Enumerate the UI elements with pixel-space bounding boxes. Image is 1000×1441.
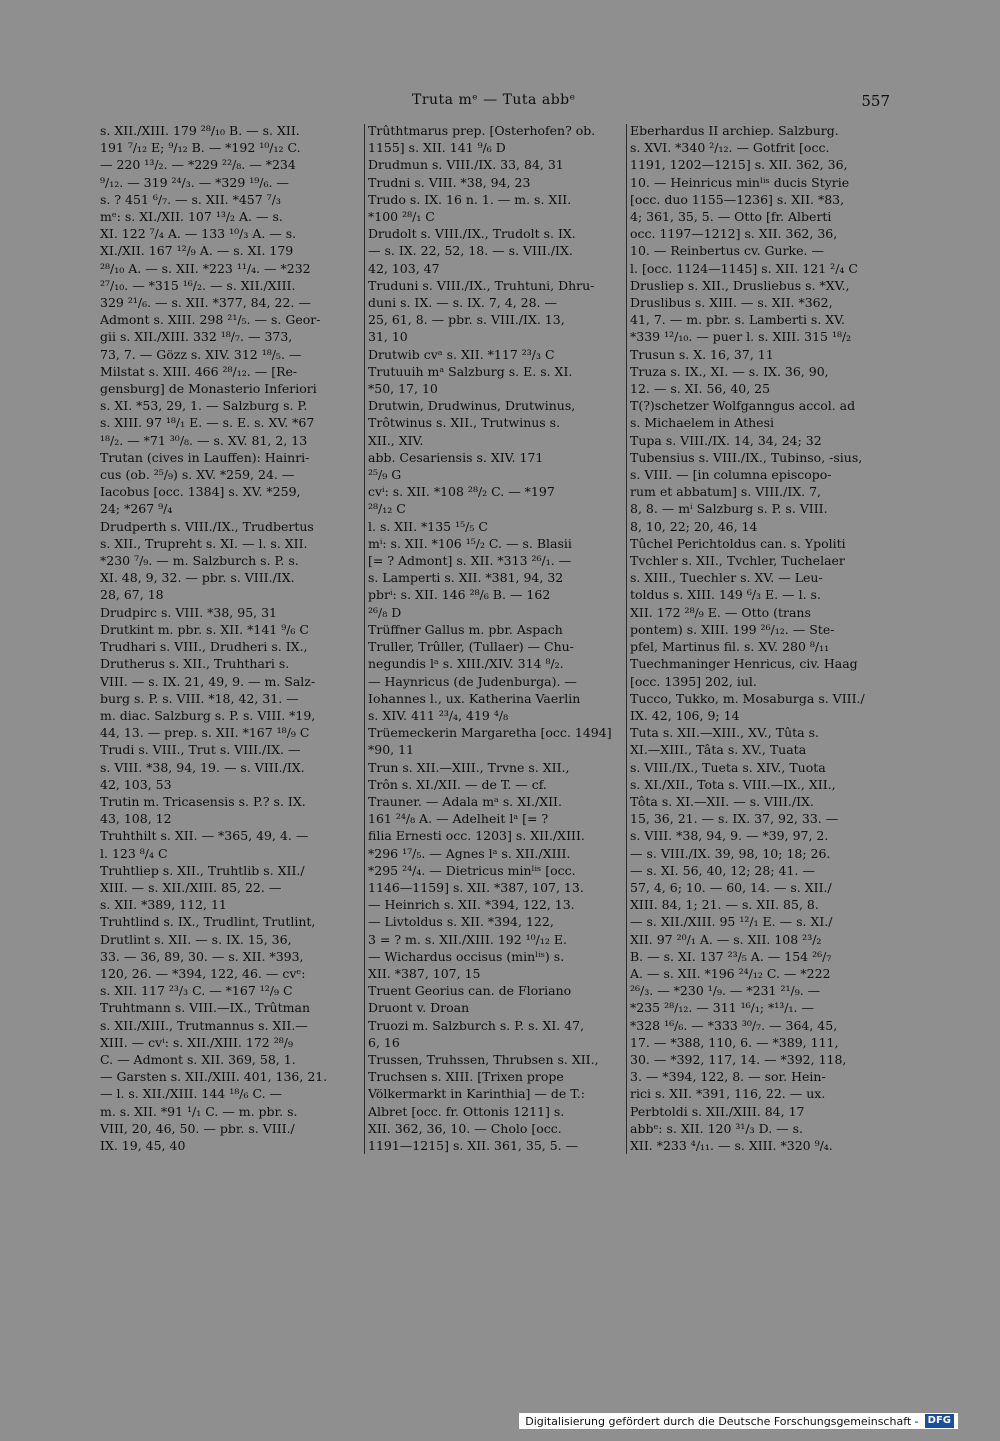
text-line: XIII. — s. XII./XIII. 85, 22. — — [100, 879, 282, 895]
text-line: 44, 13. — prep. s. XII. *167 ¹⁸/₉ C — [100, 725, 310, 741]
text-line: Trauner. — Adala mᵃ s. XI./XII. — [368, 793, 562, 809]
text-line: s. Lamperti s. XII. *381, 94, 32 — [368, 570, 564, 586]
text-line: Tvchler s. XII., Tvchler, Tuchelaer — [630, 553, 845, 569]
text-line: Truduni s. VIII./IX., Truhtuni, Dhru- — [368, 277, 595, 293]
text-line: s. Michaelem in Athesi — [630, 415, 774, 431]
text-line: abb. Cesariensis s. XIV. 171 — [368, 449, 544, 465]
text-line: Iohannes l., ux. Katherina Vaerlin — [368, 690, 581, 706]
text-line: XIII. 84, 1; 21. — s. XII. 85, 8. — [630, 897, 819, 913]
text-line: burg s. P. s. VIII. *18, 42, 31. — — [100, 690, 299, 706]
text-line: ¹⁸/₂. — *71 ³⁰/₈. — s. XV. 81, 2, 13 — [100, 432, 308, 448]
text-line: mᵉ: s. XI./XII. 107 ¹³/₂ A. — s. — [100, 209, 283, 225]
text-line: Tupa s. VIII./IX. 14, 34, 24; 32 — [630, 432, 822, 448]
text-line: Druont v. Droan — [368, 1000, 470, 1016]
text-line: Trudi s. VIII., Trut s. VIII./IX. — — [100, 742, 301, 758]
text-line: Trussen, Truhssen, Thrubsen s. XII., — [368, 1051, 599, 1067]
text-line: mⁱ: s. XII. *106 ¹⁵/₂ C. — s. Blasii — [368, 535, 572, 551]
text-line: Iacobus [occ. 1384] s. XV. *259, — [100, 484, 301, 500]
text-line: — s. IX. 22, 52, 18. — s. VIII./IX. — [368, 243, 573, 259]
text-line: Druslibus s. XIII. — s. XII. *362, — [630, 295, 833, 311]
text-line: s. VIII./IX., Tueta s. XIV., Tuota — [630, 759, 826, 775]
text-line: — s. VIII./IX. 39, 98, 10; 18; 26. — [630, 845, 831, 861]
text-line: 120, 26. — *394, 122, 46. — cvᵉ: — [100, 965, 306, 981]
text-line: ²⁸/₁₂ C — [368, 501, 406, 517]
text-line: s. XVI. *340 ²/₁₂. — Gotfrit [occ. — [630, 140, 830, 156]
text-line: 1191, 1202—1215] s. XII. 362, 36, — [630, 157, 848, 173]
text-line: [= ? Admont] s. XII. *313 ²⁶/₁. — — [368, 553, 572, 569]
text-line: 8, 10, 22; 20, 46, 14 — [630, 518, 758, 534]
text-line: 161 ²⁴/₈ A. — Adelheit lᵃ [= ? — [368, 811, 549, 827]
running-head: Truta mᵉ — Tuta abbᵉ — [412, 92, 576, 108]
text-line: Trutuuih mᵃ Salzburg s. E. s. XI. — [368, 363, 573, 379]
text-line: ²⁶/₃. — *230 ¹/₉. — *231 ²¹/₉. — — [630, 983, 821, 999]
text-line: 57, 4, 6; 10. — 60, 14. — s. XII./ — [630, 879, 832, 895]
text-line: XII. 97 ²⁰/₁ A. — s. XII. 108 ²³/₂ — [630, 931, 822, 947]
text-line: Völkermarkt in Karinthia] — de T.: — [368, 1086, 585, 1102]
text-line: *296 ¹⁷/₅. — Agnes lᵃ s. XII./XIII. — [368, 845, 571, 861]
text-line: Trûthtmarus prep. [Osterhofen? ob. — [368, 123, 596, 138]
text-line: Truhtlind s. IX., Trudlint, Trutlint, — [100, 914, 316, 930]
text-line: Drutkint m. pbr. s. XII. *141 ⁹/₆ C — [100, 621, 309, 637]
text-line: pfel, Martinus fil. s. XV. 280 ⁸/₁₁ — [630, 639, 830, 655]
dfg-logo: DFG — [925, 1414, 954, 1428]
text-line: *230 ⁷/₉. — m. Salzburch s. P. s. — [100, 553, 299, 569]
text-line: 43, 108, 12 — [100, 811, 172, 827]
text-line: l. s. XII. *135 ¹⁵/₅ C — [368, 518, 488, 534]
text-line: Trudni s. VIII. *38, 94, 23 — [368, 174, 531, 190]
text-line: 15, 36, 21. — s. IX. 37, 92, 33. — — [630, 811, 839, 827]
text-line: 42, 103, 47 — [368, 260, 440, 276]
text-line: 17. — *388, 110, 6. — *389, 111, — [630, 1034, 839, 1050]
text-line: ²⁷/₁₀. — *315 ¹⁶/₂. — s. XII./XIII. — [100, 277, 296, 293]
text-line: XII. 362, 36, 10. — Cholo [occ. — [368, 1120, 562, 1136]
text-line: Truhthilt s. XII. — *365, 49, 4. — — [100, 828, 309, 844]
text-line: negundis lᵃ s. XIII./XIV. 314 ⁸/₂. — [368, 656, 564, 672]
text-line: VIII. — s. IX. 21, 49, 9. — m. Salz- — [100, 673, 316, 689]
text-line: Tôta s. XI.—XII. — s. VIII./IX. — [630, 793, 814, 809]
text-line: *90, 11 — [368, 742, 415, 758]
text-line: 6, 16 — [368, 1034, 400, 1050]
text-line: 41, 7. — m. pbr. s. Lamberti s. XV. — [630, 312, 845, 328]
text-line: — Livtoldus s. XII. *394, 122, — [368, 914, 554, 930]
text-line: Trudhari s. VIII., Drudheri s. IX., — [100, 639, 308, 655]
text-line: — Haynricus (de Judenburga). — — [368, 673, 577, 689]
text-line: XII., XIV. — [368, 432, 424, 448]
text-line: 10. — Reinbertus cv. Gurke. — — [630, 243, 824, 259]
text-line: T(?)schetzer Wolfganngus accol. ad — [630, 398, 856, 414]
text-line: XI./XII. 167 ¹²/₉ A. — s. XI. 179 — [100, 243, 294, 259]
text-line: abbᵉ: s. XII. 120 ³¹/₃ D. — s. — [630, 1120, 803, 1136]
text-line: pbrⁱ: s. XII. 146 ²⁸/₆ B. — 162 — [368, 587, 551, 603]
column-1 — [100, 122, 362, 1154]
text-line: IX. 42, 106, 9; 14 — [630, 707, 740, 723]
text-line: 73, 7. — Gözz s. XIV. 312 ¹⁸/₅. — — [100, 346, 302, 362]
footer-credit — [519, 1413, 958, 1429]
text-line: Drutlint s. XII. — s. IX. 15, 36, — [100, 931, 292, 947]
text-line: s. XI. *53, 29, 1. — Salzburg s. P. — [100, 398, 308, 414]
text-line: VIII, 20, 46, 50. — pbr. s. VIII./ — [100, 1120, 295, 1136]
text-line: Drudpirc s. VIII. *38, 95, 31 — [100, 604, 278, 620]
text-line: gensburg] de Monasterio Inferiori — [100, 381, 317, 397]
text-line: cus (ob. ²⁵/₉) s. XV. *259, 24. — — [100, 467, 295, 483]
text-line: ⁹/₁₂. — 319 ²⁴/₃. — *329 ¹⁹/₆. — — [100, 174, 289, 190]
text-line: 1155] s. XII. 141 ⁹/₆ D — [368, 140, 506, 156]
column-3 — [630, 122, 890, 1154]
text-line: — 220 ¹³/₂. — *229 ²²/₈. — *234 — [100, 157, 296, 173]
text-line: *295 ²⁴/₄. — Dietricus minˡⁱˢ [occ. — [368, 862, 576, 878]
text-line: IX. 19, 45, 40 — [100, 1137, 186, 1153]
text-line: 30. — *392, 117, 14. — *392, 118, — [630, 1051, 847, 1067]
text-line: Trusun s. X. 16, 37, 11 — [630, 346, 774, 362]
column-divider-1 — [364, 124, 365, 1154]
text-line: [occ. 1395] 202, iul. — [630, 673, 757, 689]
page-header — [100, 92, 890, 114]
text-line: ²⁶/₈ D — [368, 604, 402, 620]
text-line: Truza s. IX., XI. — s. IX. 36, 90, — [630, 363, 829, 379]
text-line: Tuta s. XII.—XIII., XV., Tûta s. — [630, 725, 819, 741]
text-line: ²⁵/₉ G — [368, 467, 402, 483]
text-line: Milstat s. XIII. 466 ²⁸/₁₂. — [Re- — [100, 363, 298, 379]
text-line: Perbtoldi s. XII./XIII. 84, 17 — [630, 1103, 805, 1119]
text-line: Drutwib cvᵃ s. XII. *117 ²³/₃ C — [368, 346, 555, 362]
text-line: l. [occ. 1124—1145] s. XII. 121 ²/₄ C — [630, 260, 858, 276]
text-line: *328 ¹⁶/₆. — *333 ³⁰/₇. — 364, 45, — [630, 1017, 838, 1033]
text-line: 8, 8. — mⁱ Salzburg s. P. s. VIII. — [630, 501, 828, 517]
text-line: 3. — *394, 122, 8. — sor. Hein- — [630, 1069, 826, 1085]
text-line: m. diac. Salzburg s. P. s. VIII. *19, — [100, 707, 316, 723]
text-line: XI.—XIII., Tâta s. XV., Tuata — [630, 742, 807, 758]
text-line: filia Ernesti occ. 1203] s. XII./XIII. — [368, 828, 585, 844]
text-line: Drutherus s. XII., Truhthari s. — [100, 656, 290, 672]
text-line: Drudolt s. VIII./IX., Trudolt s. IX. — [368, 226, 576, 242]
text-line: Truhtliep s. XII., Truhtlib s. XII./ — [100, 862, 305, 878]
text-line: Trôtwinus s. XII., Trutwinus s. — [368, 415, 561, 431]
text-line: — l. s. XII./XIII. 144 ¹⁸/₆ C. — — [100, 1086, 283, 1102]
text-line: *100 ²⁸/₁ C — [368, 209, 435, 225]
text-line: 42, 103, 53 — [100, 776, 172, 792]
text-line: *50, 17, 10 — [368, 381, 438, 397]
text-line: Trutin m. Tricasensis s. P.? s. IX. — [100, 793, 306, 809]
text-line: s. VIII. *38, 94, 9. — *39, 97, 2. — [630, 828, 829, 844]
text-line: XIII. — cvⁱ: s. XII./XIII. 172 ²⁸/₉ — [100, 1034, 293, 1050]
text-line: Tuechmaninger Henricus, civ. Haag — [630, 656, 858, 672]
text-line: l. 123 ⁸/₄ C — [100, 845, 168, 861]
text-line: C. — Admont s. XII. 369, 58, 1. — [100, 1051, 296, 1067]
text-line: s. XII./XIII., Trutmannus s. XII.— — [100, 1017, 308, 1033]
text-line: XI. 48, 9, 32. — pbr. s. VIII./IX. — [100, 570, 295, 586]
text-line: 4; 361, 35, 5. — Otto [fr. Alberti — [630, 209, 832, 225]
text-line: Drudperth s. VIII./IX., Trudbertus — [100, 518, 314, 534]
text-line: Trüffner Gallus m. pbr. Aspach — [368, 621, 563, 637]
text-line: Trun s. XII.—XIII., Trvne s. XII., — [368, 759, 570, 775]
text-line: Truhtmann s. VIII.—IX., Trûtman — [100, 1000, 310, 1016]
text-line: B. — s. XI. 137 ²³/₅ A. — 154 ²⁶/₇ — [630, 948, 832, 964]
text-line: — s. XI. 56, 40, 12; 28; 41. — — [630, 862, 815, 878]
text-line: Trutan (cives in Lauffen): Hainri- — [100, 449, 310, 465]
text-line: Trüemeckerin Margaretha [occ. 1494] — [368, 725, 612, 741]
text-line: s. XI./XII., Tota s. VIII.—IX., XII., — [630, 776, 836, 792]
text-line: s. XIII. 97 ¹⁸/₁ E. — s. E. s. XV. *67 — [100, 415, 315, 431]
text-line: 1191—1215] s. XII. 361, 35, 5. — — [368, 1137, 579, 1153]
text-line: [occ. duo 1155—1236] s. XII. *83, — [630, 191, 845, 207]
text-line: s. XII., Trupreht s. XI. — l. s. XII. — [100, 535, 308, 551]
text-line: 25, 61, 8. — pbr. s. VIII./IX. 13, — [368, 312, 565, 328]
text-line: XI. 122 ⁷/₄ A. — 133 ¹⁰/₃ A. — s. — [100, 226, 297, 242]
text-line: 3 = ? m. s. XII./XIII. 192 ¹⁰/₁₂ E. — [368, 931, 567, 947]
column-2 — [368, 122, 624, 1154]
text-line: XII. 172 ²⁸/₉ E. — Otto (trans — [630, 604, 811, 620]
text-line: XII. *233 ⁴/₁₁. — s. XIII. *320 ⁹/₄. — [630, 1137, 833, 1153]
text-line: 10. — Heinricus minˡⁱˢ ducis Styrie — [630, 174, 850, 190]
text-line: m. s. XII. *91 ¹/₁ C. — m. pbr. s. — [100, 1103, 298, 1119]
text-line: s. XII./XIII. 179 ²⁸/₁₀ B. — s. XII. — [100, 123, 300, 138]
text-line: Albret [occ. fr. Ottonis 1211] s. — [368, 1103, 565, 1119]
text-line: cvⁱ: s. XII. *108 ²⁸/₂ C. — *197 — [368, 484, 555, 500]
text-line: Truozi m. Salzburch s. P. s. XI. 47, — [368, 1017, 585, 1033]
text-line: *339 ¹²/₁₀. — puer l. s. XIII. 315 ¹⁸/₂ — [630, 329, 852, 345]
text-line: s. VIII. — [in columna episcopo- — [630, 467, 832, 483]
text-line: rum et abbatum] s. VIII./IX. 7, — [630, 484, 822, 500]
text-line: — Garsten s. XII./XIII. 401, 136, 21. — [100, 1069, 328, 1085]
text-line: — Wichardus occisus (minˡⁱˢ) s. — [368, 948, 565, 964]
text-line: s. XIV. 411 ²³/₄, 419 ⁴/₈ — [368, 707, 509, 723]
text-line: rici s. XII. *391, 116, 22. — ux. — [630, 1086, 826, 1102]
text-line: duni s. IX. — s. IX. 7, 4, 28. — — [368, 295, 557, 311]
text-line: s. ? 451 ⁶/₇. — s. XII. *457 ⁷/₃ — [100, 191, 281, 207]
text-line: — Heinrich s. XII. *394, 122, 13. — [368, 897, 575, 913]
text-line: 12. — s. XI. 56, 40, 25 — [630, 381, 771, 397]
text-line: s. XIII., Tuechler s. XV. — Leu- — [630, 570, 823, 586]
page-number: 557 — [861, 92, 890, 110]
text-line: 1146—1159] s. XII. *387, 107, 13. — [368, 879, 584, 895]
text-line: Eberhardus II archiep. Salzburg. — [630, 123, 839, 138]
text-line: s. XII. 117 ²³/₃ C. — *167 ¹²/₉ C — [100, 983, 293, 999]
text-line: 191 ⁷/₁₂ E; ⁹/₁₂ B. — *192 ¹⁰/₁₂ C. — [100, 140, 301, 156]
text-line: *235 ²⁸/₁₂. — 311 ¹⁶/₁; *¹³/₁. — — [630, 1000, 814, 1016]
text-line: Drutwin, Drudwinus, Drutwinus, — [368, 398, 576, 414]
text-line: Tucco, Tukko, m. Mosaburga s. VIII./ — [630, 690, 865, 706]
text-line: ²⁸/₁₀ A. — s. XII. *223 ¹¹/₄. — *232 — [100, 260, 311, 276]
text-line: 329 ²¹/₆. — s. XII. *377, 84, 22. — — [100, 295, 311, 311]
text-line: gii s. XII./XIII. 332 ¹⁸/₇. — 373, — [100, 329, 293, 345]
text-line: XII. *387, 107, 15 — [368, 965, 481, 981]
column-divider-2 — [626, 124, 627, 1154]
text-line: Drudmun s. VIII./IX. 33, 84, 31 — [368, 157, 564, 173]
text-line: A. — s. XII. *196 ²⁴/₁₂ C. — *222 — [630, 965, 831, 981]
text-line: Tûchel Perichtoldus can. s. Ypoliti — [630, 535, 846, 551]
text-line: Trudo s. IX. 16 n. 1. — m. s. XII. — [368, 191, 572, 207]
text-line: Truent Georius can. de Floriano — [368, 983, 572, 999]
footer-text: Digitalisierung gefördert durch die Deutsche Forschungsgemeinschaft - — [525, 1414, 919, 1428]
text-line: — s. XII./XIII. 95 ¹²/₁ E. — s. XI./ — [630, 914, 833, 930]
text-line: Truchsen s. XIII. [Trixen prope — [368, 1069, 564, 1085]
text-line: Admont s. XIII. 298 ²¹/₅. — s. Geor- — [100, 312, 321, 328]
text-line: toldus s. XIII. 149 ⁶/₃ E. — l. s. — [630, 587, 821, 603]
text-line: s. XII. *389, 112, 11 — [100, 897, 227, 913]
text-line: 24; *267 ⁹/₄ — [100, 501, 173, 517]
text-line: 33. — 36, 89, 30. — s. XII. *393, — [100, 948, 304, 964]
text-line: 28, 67, 18 — [100, 587, 164, 603]
text-line: Truller, Trûller, (Tullaer) — Chu- — [368, 639, 574, 655]
text-line: Drusliep s. XII., Drusliebus s. *XV., — [630, 277, 850, 293]
text-line: occ. 1197—1212] s. XII. 362, 36, — [630, 226, 838, 242]
text-line: s. VIII. *38, 94, 19. — s. VIII./IX. — [100, 759, 305, 775]
text-line: Tubensius s. VIII./IX., Tubinso, -sius, — [630, 449, 863, 465]
text-line: pontem) s. XIII. 199 ²⁶/₁₂. — Ste- — [630, 621, 835, 637]
text-line: Trôn s. XI./XII. — de T. — cf. — [368, 776, 547, 792]
text-line: 31, 10 — [368, 329, 408, 345]
